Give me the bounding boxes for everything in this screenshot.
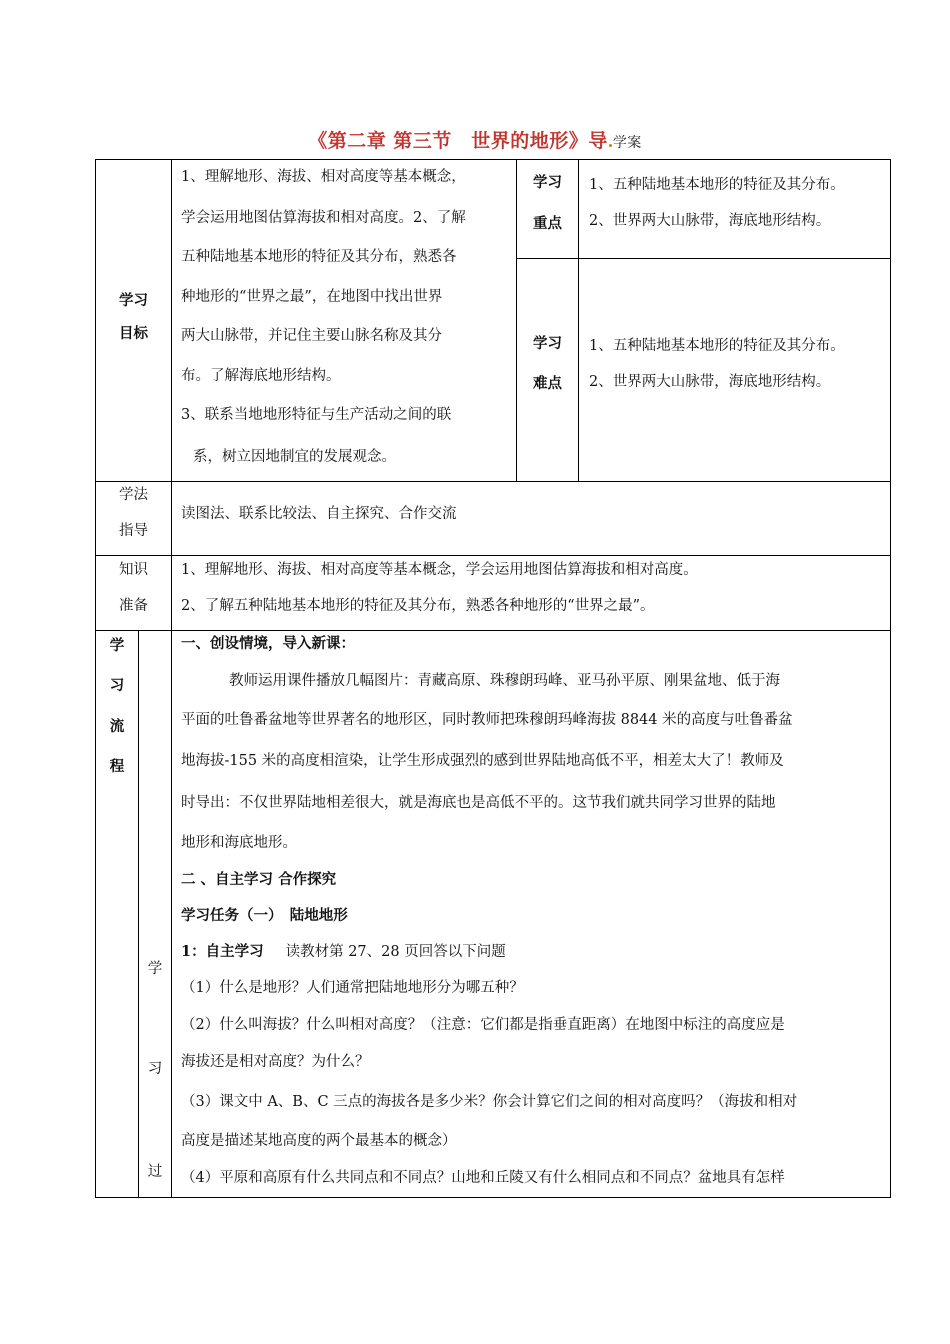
- title-suffix: 学案: [612, 135, 642, 151]
- decorative-dot: [609, 144, 612, 147]
- title-main: 《第二章 第三节 世界的地形》导: [308, 130, 608, 152]
- section1-heading: 一、创设情境，导入新课：: [181, 635, 355, 652]
- methods-text: 读图法、联系比较法、自主探究、合作交流: [181, 506, 457, 522]
- section2-heading: 二 、自主学习 合作探究: [181, 871, 337, 888]
- task-heading: 学习任务（一） 陆地地形: [181, 907, 348, 924]
- page-title: [0, 126, 950, 153]
- self-study-line: 1：自主学习 读教材第 27、28 页回答以下问题: [181, 943, 506, 960]
